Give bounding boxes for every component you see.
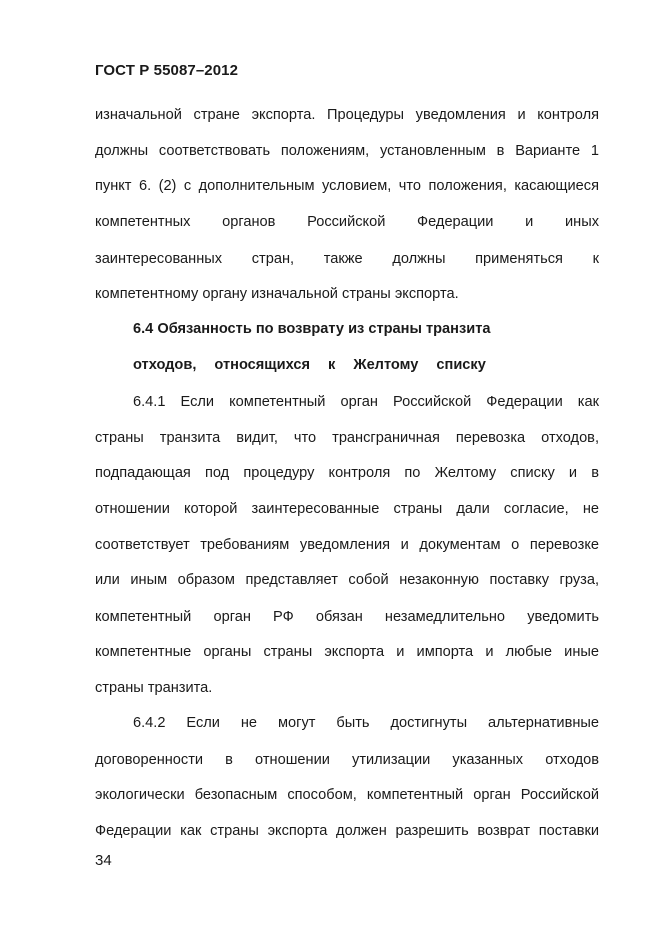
body-line: компетентный орган РФ обязан незамедлительно уведомить [95,609,599,625]
body-line: заинтересованных стран, также должны применяться к [95,251,599,267]
body-line: пункт 6. (2) с дополнительным условием, что положения, касающиеся [95,178,599,194]
body-line: страны транзита видит, что трансграничная перевозка отходов, [95,430,599,446]
page-number: 34 [95,852,112,869]
body-line: компетентные органы страны экспорта и импорта и любые иные [95,644,599,660]
body-line: отношении которой заинтересованные страны дали согласие, не [95,501,599,517]
body-line: договоренности в отношении утилизации указанных отходов [95,752,599,768]
body-line: или иным образом представляет собой незаконную поставку груза, [95,572,599,588]
body-line-first: 6.4.1 Если компетентный орган Российской Федерации как [133,394,599,410]
body-line: компетентных органов Российской Федерации и иных [95,214,599,230]
body-line-first: 6.4.2 Если не могут быть достигнуты альтернативные [133,715,599,731]
section-heading-line2: отходов, относящихся к Желтому списку [133,357,486,373]
body-line: соответствует требованиям уведомления и документам о перевозке [95,537,599,553]
section-heading-line1: 6.4 Обязанность по возврату из страны транзита [133,321,491,337]
body-line: изначальной стране экспорта. Процедуры уведомления и контроля [95,107,599,123]
body-line: экологически безопасным способом, компетентный орган Российской [95,787,599,803]
body-line: подпадающая под процедуру контроля по Желтому списку и в [95,465,599,481]
standard-header: ГОСТ Р 55087–2012 [95,62,239,79]
body-line: Федерации как страны экспорта должен разрешить возврат поставки [95,823,599,839]
body-line-last: компетентному органу изначальной страны экспорта. [95,286,459,302]
body-line-last: страны транзита. [95,680,213,696]
body-line: должны соответствовать положениям, установленным в Варианте 1 [95,143,599,159]
